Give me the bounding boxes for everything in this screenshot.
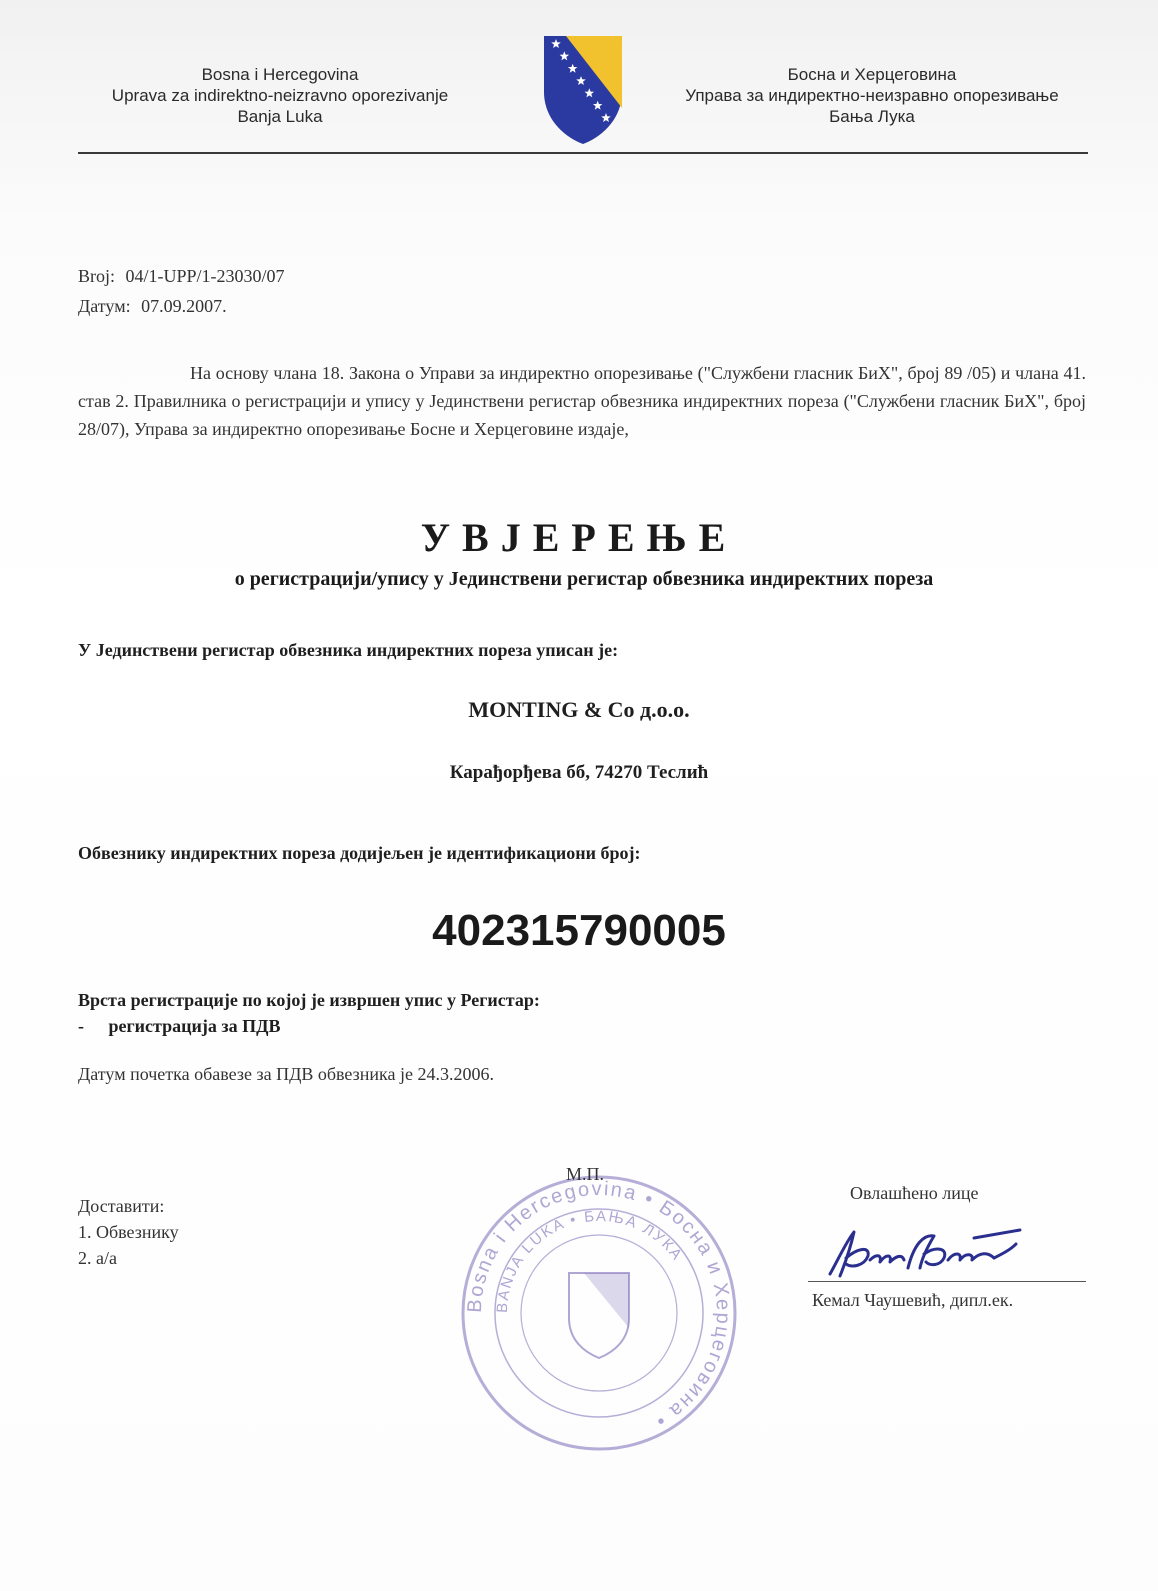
issue-date	[78, 296, 227, 317]
document-subtitle: о регистрацији/упису у Јединствени регистар обвезника индиректних пореза	[234, 568, 934, 590]
registration-type-label: Врста регистрације по којој је извршен упис у Регистар:	[78, 990, 540, 1010]
header-latin-line-2: Uprava za indirektno-neizravno oporezivanje	[111, 86, 449, 105]
id-number-label: Обвезнику индиректних пореза додијељен је идентификациони број:	[78, 843, 641, 863]
signatory-name: Кемал Чаушевић, дипл.ек.	[812, 1290, 1014, 1310]
intro-paragraph: На основу члана 18. Закона о Управи за индиректно опорезивање ("Службени гласник БиХ", број 89 /05) и члана 41. став 2. Правилника о регистрацији и упису у Јединствени регистар обвезника индиректних пореза ("Службени гласник БиХ", број 28/07), Управа за индиректно опорезивање Босне и Херцеговине издаје,	[78, 363, 1086, 439]
deliver-item-2: 2. а/а	[78, 1248, 117, 1268]
registration-type-value: регистрација за ПДВ	[108, 1016, 281, 1036]
official-stamp-icon	[454, 1168, 744, 1458]
handwritten-signature-icon	[824, 1224, 1024, 1282]
deliver-item-1: 1. Обвезнику	[78, 1222, 179, 1242]
header-cyrillic-line-1: Босна и Херцеговина	[787, 65, 957, 84]
reference-number-value: 04/1-UPP/1-23030/07	[125, 266, 285, 286]
header-cyrillic-line-2: Управа за индиректно-неизравно опорезивање	[685, 86, 1059, 105]
registration-type-item	[78, 1016, 280, 1037]
header-cyrillic	[662, 64, 1082, 127]
header-latin-line-3: Banja Luka	[237, 107, 323, 126]
svg-text:BANJA LUKA • БАЊА ЛУКА: BANJA LUKA • БАЊА ЛУКА	[493, 1207, 687, 1314]
header-divider	[78, 152, 1088, 154]
registered-label: У Јединствени регистар обвезника индиректних пореза уписан је:	[78, 640, 619, 660]
stamp-place-label: М.П.	[566, 1164, 605, 1184]
header-cyrillic-line-3: Бања Лука	[829, 107, 915, 126]
document-title: УВЈЕРЕЊЕ	[420, 515, 738, 560]
id-number: 402315790005	[432, 906, 726, 955]
deliver-label: Доставити:	[78, 1196, 165, 1216]
header-latin-line-1: Bosna i Hercegovina	[201, 65, 359, 84]
company-address: Карађорђева бб, 74270 Теслић	[449, 762, 709, 783]
issue-date-value: 07.09.2007.	[141, 296, 227, 316]
header-latin	[80, 64, 480, 127]
issue-date-label: Датум:	[78, 296, 131, 316]
signature-line	[808, 1281, 1086, 1282]
registration-type-bullet: -	[78, 1016, 84, 1036]
reference-number-label: Broj:	[78, 266, 116, 286]
reference-number	[78, 266, 285, 287]
company-name: MONTING & Co д.о.о.	[468, 697, 690, 722]
bih-coat-of-arms-icon	[542, 34, 624, 146]
svg-text:Bosna i Hercegovina • Босна и: Bosna i Hercegovina • Босна и Херцеговина •	[463, 1177, 735, 1433]
signatory-label: Овлашћено лице	[850, 1183, 979, 1203]
vat-start-date: Датум почетка обавезе за ПДВ обвезника је 24.3.2006.	[78, 1064, 494, 1084]
